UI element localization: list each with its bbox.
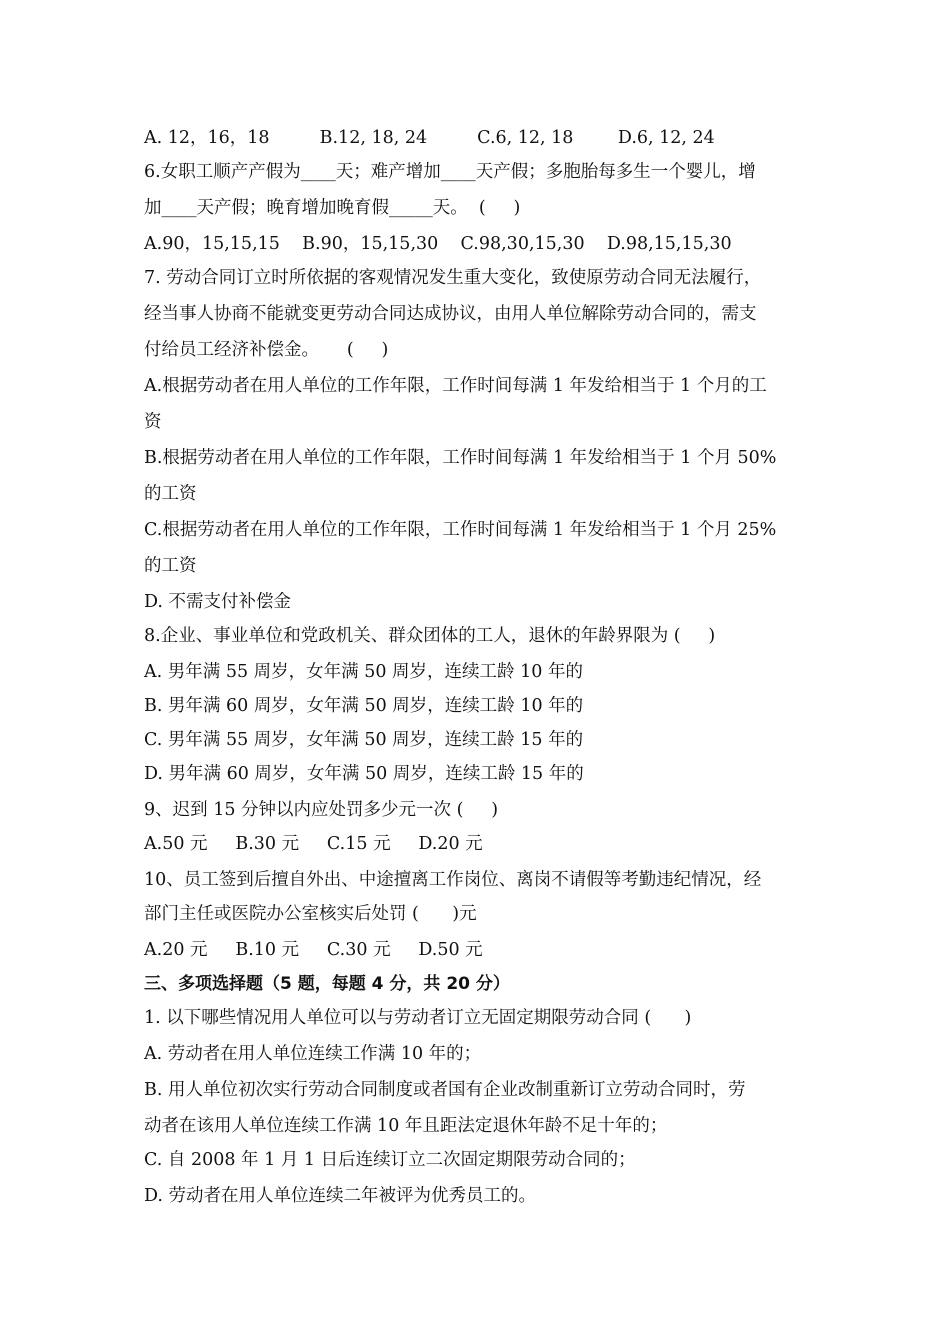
q7-text-line3: 付给员工经济补偿金。 ( ) [144,340,389,360]
mq1-option-d: D. 劳动者在用人单位连续二年被评为优秀员工的。 [144,1186,537,1206]
q8-option-b: B. 男年满 60 周岁，女年满 50 周岁，连续工龄 10 年的 [144,696,584,716]
q8-option-c: C. 男年满 55 周岁，女年满 50 周岁，连续工龄 15 年的 [144,730,584,750]
mq1-option-b-line2: 动者在该用人单位连续工作满 10 年且距法定退休年龄不足十年的； [144,1116,668,1136]
q9-text: 9、迟到 15 分钟以内应处罚多少元一次 ( ) [144,800,499,820]
mq1-text: 1. 以下哪些情况用人单位可以与劳动者订立无固定期限劳动合同 ( ) [144,1008,692,1028]
q7-option-a-line1: A.根据劳动者在用人单位的工作年限，工作时间每满 1 年发给相当于 1 个月的工 [144,376,767,396]
q8-option-a: A. 男年满 55 周岁，女年满 50 周岁，连续工龄 10 年的 [144,662,583,682]
section-heading: 三、多项选择题（5 题，每题 4 分，共 20 分） [144,974,510,994]
q6-options: A.90，15,15,15 B.90，15,15,30 C.98,30,15,30 D.98,15,15,30 [144,234,732,254]
q7-text-line2: 经当事人协商不能就变更劳动合同达成协议，由用人单位解除劳动合同的，需支 [144,304,757,324]
mq1-option-c: C. 自 2008 年 1 月 1 日后连续订立二次固定期限劳动合同的； [144,1150,636,1170]
q7-option-d: D. 不需支付补偿金 [144,592,292,612]
q6-text-line1: 6.女职工顺产产假为____天；难产增加____天产假；多胞胎每多生一个婴儿，增 [144,162,756,182]
mq1-option-b-line1: B. 用人单位初次实行劳动合同制度或者国有企业改制重新订立劳动合同时，劳 [144,1080,746,1100]
q10-options: A.20 元 B.10 元 C.30 元 D.50 元 [144,940,483,960]
q10-text-line2: 部门主任或医院办公室核实后处罚 ( )元 [144,904,477,924]
q6-text-line2: 加____天产假；晚育增加晚育假_____天。 ( ) [144,198,521,218]
q7-option-b-line2: 的工资 [144,484,197,504]
q10-text-line1: 10、员工签到后擅自外出、中途擅离工作岗位、离岗不请假等考勤违纪情况，经 [144,870,762,890]
q7-option-b-line1: B.根据劳动者在用人单位的工作年限，工作时间每满 1 年发给相当于 1 个月 50% [144,448,777,468]
q7-option-c-line1: C.根据劳动者在用人单位的工作年限，工作时间每满 1 年发给相当于 1 个月 25% [144,520,777,540]
q7-option-c-line2: 的工资 [144,556,197,576]
q8-text: 8.企业、事业单位和党政机关、群众团体的工人，退休的年龄界限为 ( ) [144,626,716,646]
mq1-option-a: A. 劳动者在用人单位连续工作满 10 年的； [144,1044,482,1064]
q8-option-d: D. 男年满 60 周岁，女年满 50 周岁，连续工龄 15 年的 [144,764,584,784]
q9-options: A.50 元 B.30 元 C.15 元 D.20 元 [144,834,483,854]
q5-options: A. 12，16，18 B.12, 18, 24 C.6, 12, 18 D.6, 12, 24 [144,128,715,148]
q7-option-a-line2: 资 [144,412,162,432]
q7-text-line1: 7. 劳动合同订立时所依据的客观情况发生重大变化，致使原劳动合同无法履行， [144,268,762,288]
